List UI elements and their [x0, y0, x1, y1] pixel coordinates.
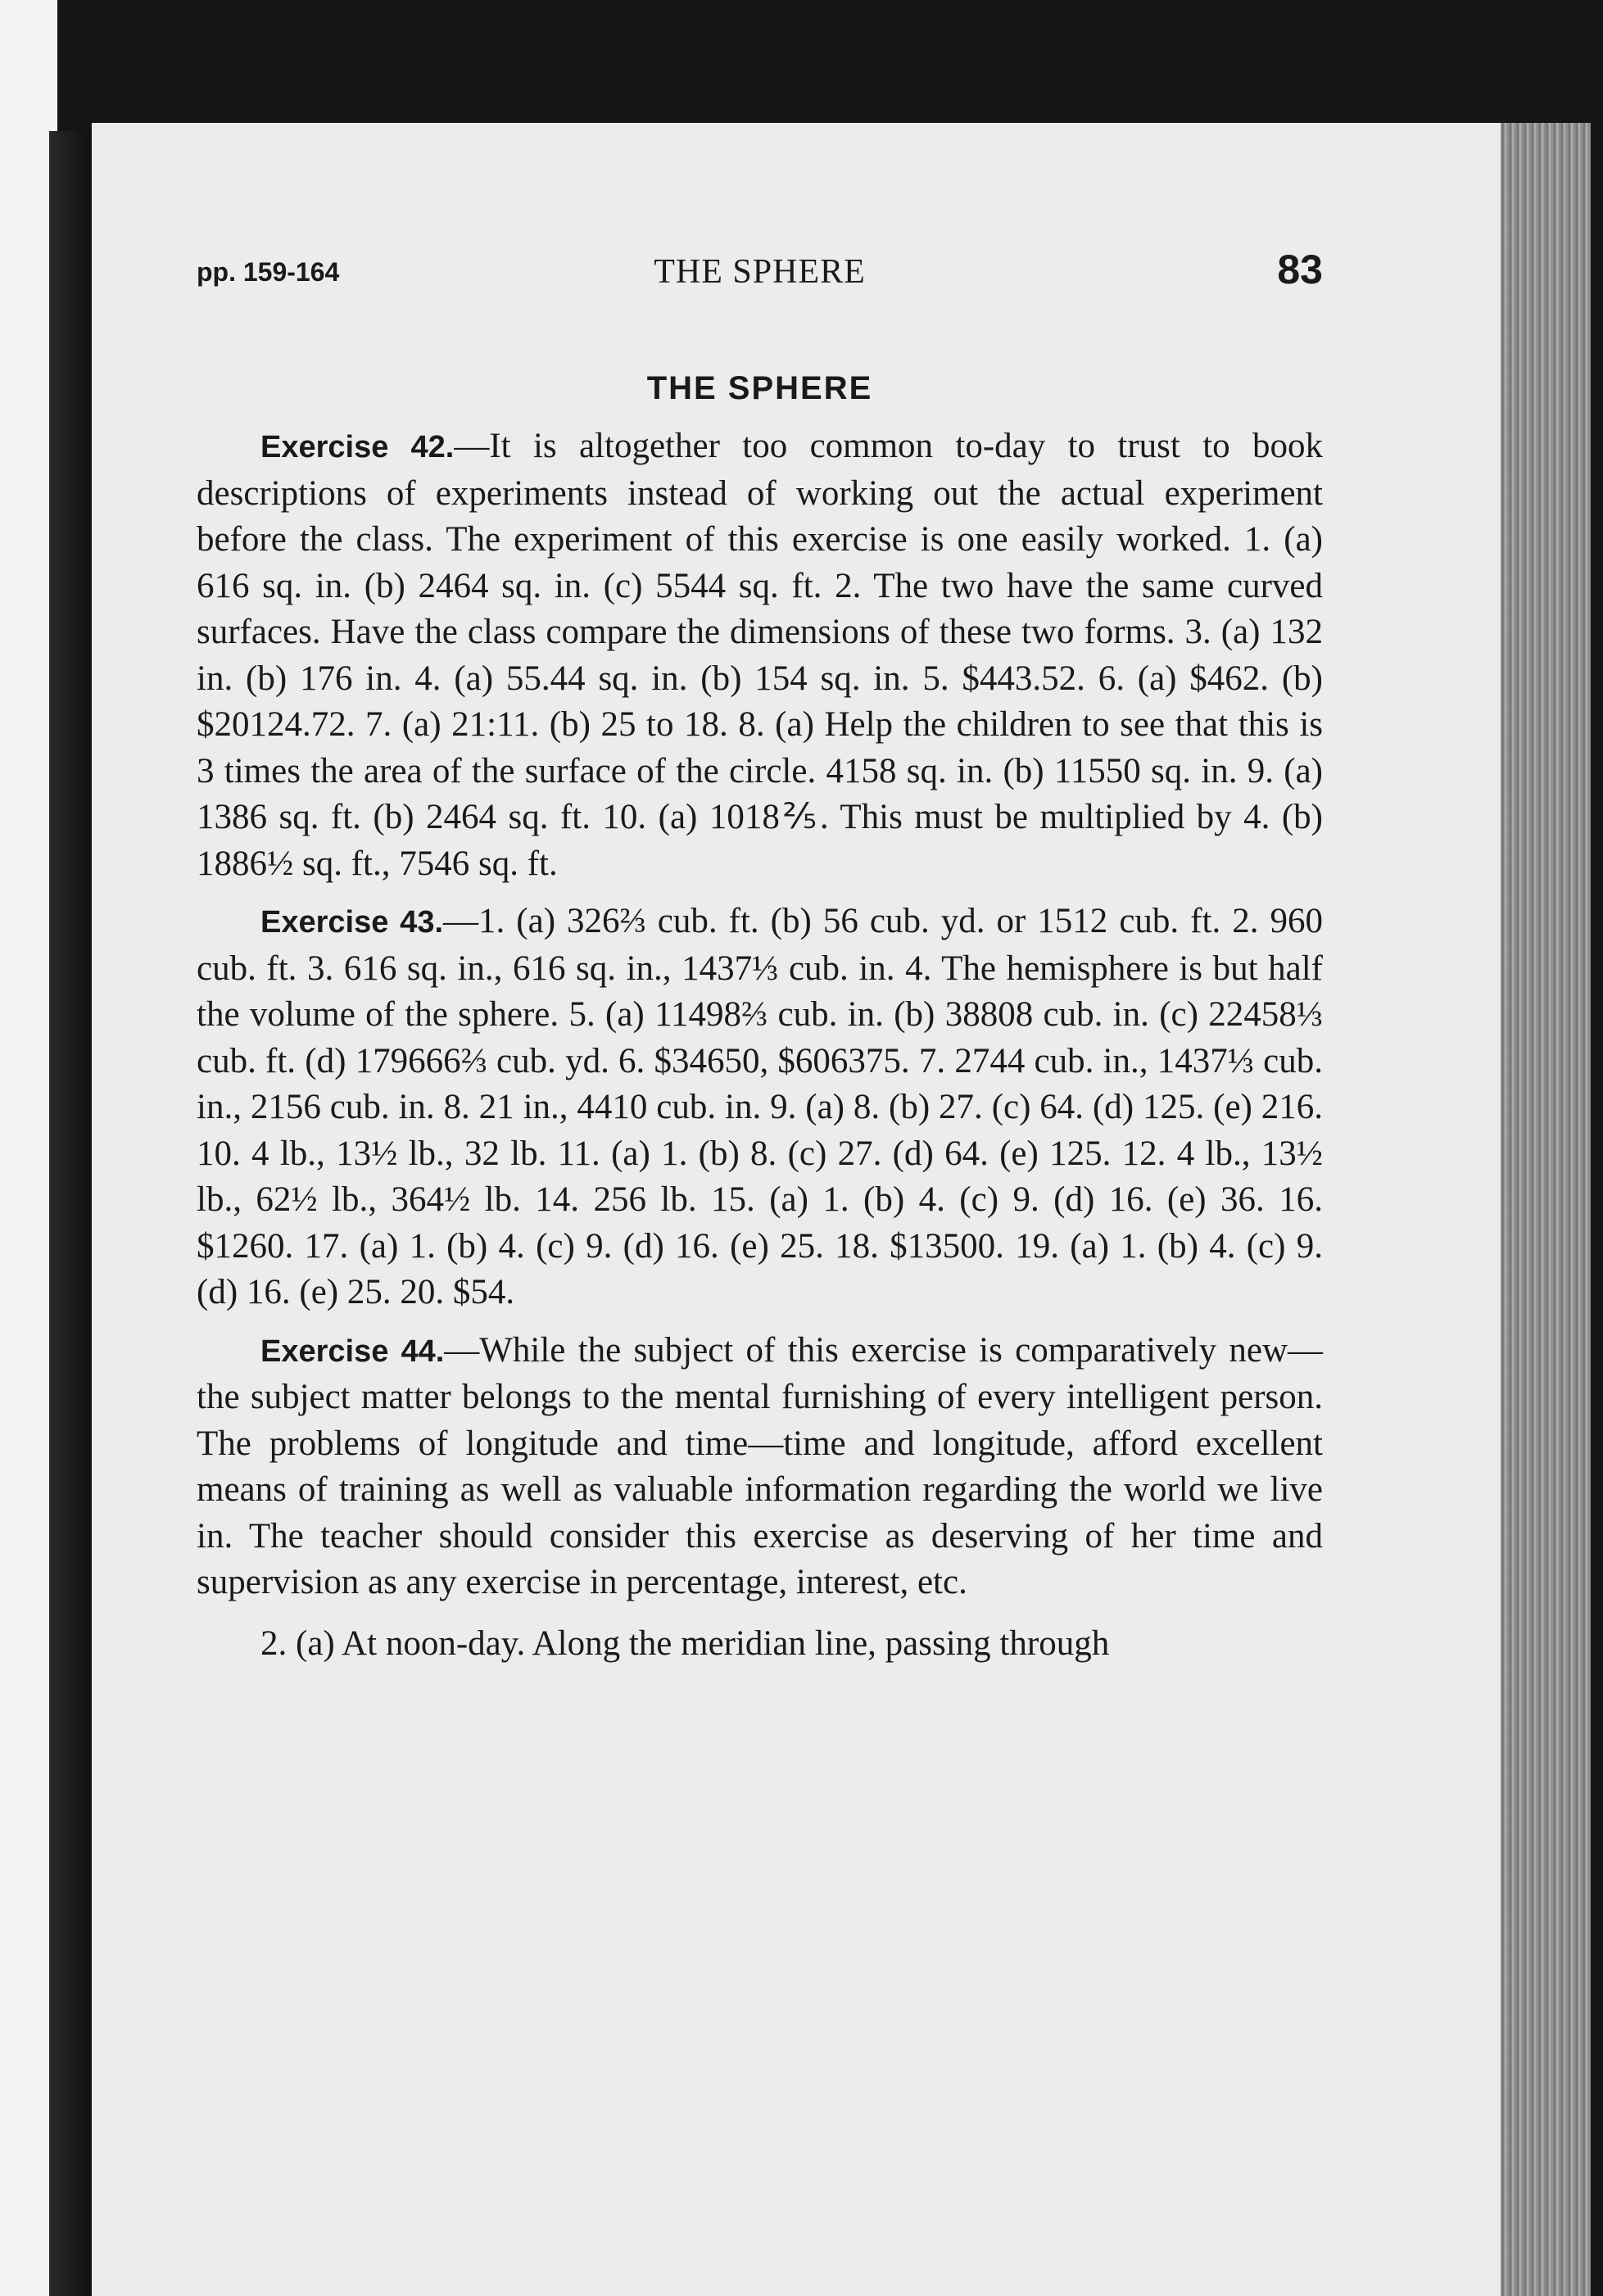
running-head	[197, 246, 1323, 311]
page-content	[197, 246, 1323, 1667]
binding-shadow	[49, 131, 92, 2296]
exercise-44-paragraph	[197, 1328, 1323, 1606]
page-range: pp. 159-164	[197, 257, 340, 287]
section-title: THE SPHERE	[646, 370, 873, 406]
page-number: 83	[1277, 247, 1323, 292]
exercise-42-lead: Exercise 42.	[260, 430, 455, 464]
exercise-43-paragraph	[197, 899, 1323, 1316]
answer-line-text: 2. (a) At noon-day. Along the meridian line, passing through	[260, 1624, 1110, 1663]
exercise-44-text: —While the subject of this exercise is comparatively new—the subject matter belongs to the mental furnishing of every intelligent person. The problems of longitude and time—time and longitude, afford excellent means of training as well as valuable information regarding the world we live in. The teacher should consider this exercise as deserving of her time and supervision as any exercise in percentage, interest, etc.	[197, 1330, 1323, 1601]
exercise-42-paragraph	[197, 423, 1323, 887]
exercise-43-text: —1. (a) 326⅔ cub. ft. (b) 56 cub. yd. or 1512 cub. ft. 2. 960 cub. ft. 3. 616 sq. in., 616 sq. in., 1437⅓ cub. in. 4. The hemisphere is but half the volume of the sphere. 5. (a) 11498⅔ cub. in. (b) 38808 cub. in. (c) 22458⅓ cub. ft. (d) 179666⅔ cub. yd. 6. $34650, $606375. 7. 2744 cub. in., 1437⅓ cub. in., 2156 cub. in. 8. 21 in., 4410 cub. in. 9. (a) 8. (b) 27. (c) 64. (d) 125. (e) 216. 10. 4 lb., 13½ lb., 32 lb. 11. (a) 1. (b) 8. (c) 27. (d) 64. (e) 125. 12. 4 lb., 13½ lb., 62½ lb., 364½ lb. 14. 256 lb. 15. (a) 1. (b) 4. (c) 9. (d) 16. (e) 36. 16. $1260. 17. (a) 1. (b) 4. (c) 9. (d) 16. (e) 25. 18. $13500. 19. (a) 1. (b) 4. (c) 9. (d) 16. (e) 25. 20. $54.	[197, 902, 1323, 1311]
page-stack-edge	[1501, 123, 1591, 2296]
exercise-42-text: —It is altogether too common to-day to trust to book descriptions of experiments instead of working out the actual experiment before the class. The experiment of this exercise is one easily worked. 1. (a) 616 sq. in. (b) 2464 sq. in. (c) 5544 sq. ft. 2. The two have the same curved surfaces. Have the class compare the dimensions of these two forms. 3. (a) 132 in. (b) 176 in. 4. (a) 55.44 sq. in. (b) 154 sq. in. 5. $443.52. 6. (a) $462. (b) $20124.72. 7. (a) 21:11. (b) 25 to 18. 8. (a) Help the children to see that this is 3 times the area of the surface of the circle. 4158 sq. in. (b) 11550 sq. in. 9. (a) 1386 sq. ft. (b) 2464 sq. ft. 10. (a) 1018⅖. This must be multiplied by 4. (b) 1886½ sq. ft., 7546 sq. ft.	[197, 427, 1324, 883]
chapter-title: THE SPHERE	[654, 253, 866, 291]
exercise-43-lead: Exercise 43.	[260, 905, 444, 940]
exercise-44-lead: Exercise 44.	[260, 1334, 445, 1369]
exercise-44-answer-line	[197, 1621, 1323, 1668]
